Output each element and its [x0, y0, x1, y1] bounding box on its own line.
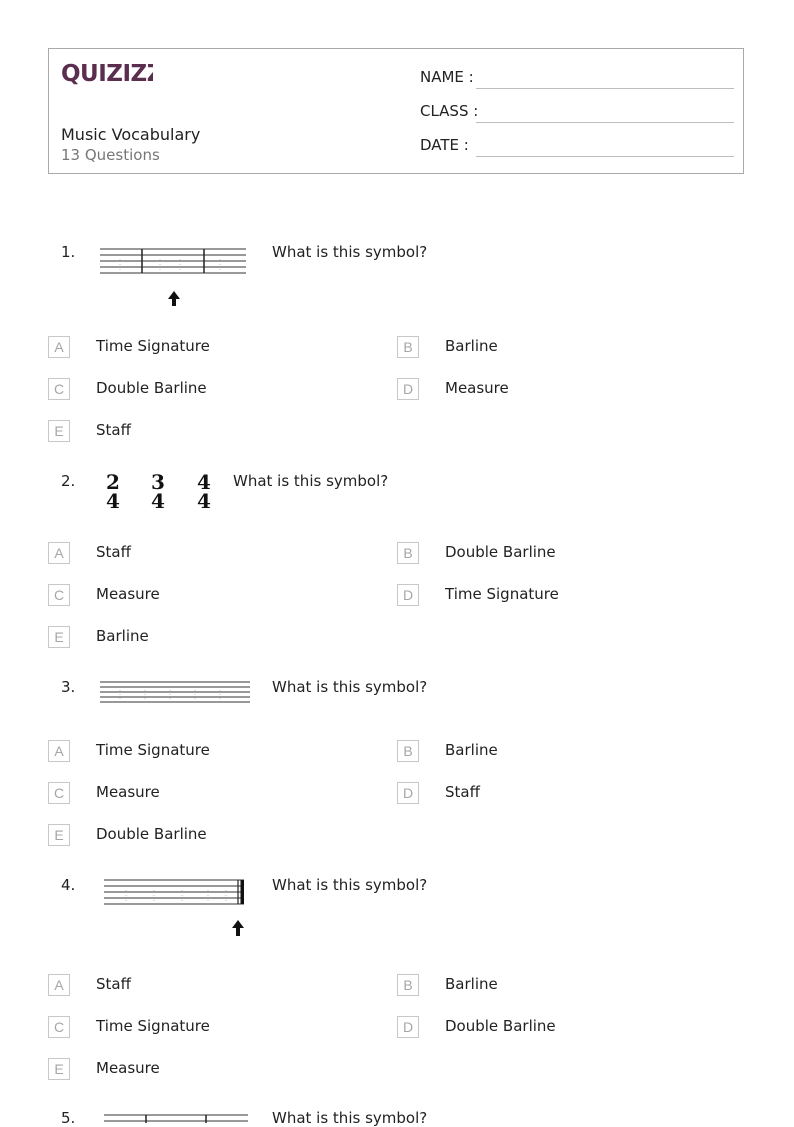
option-letter-box: B: [397, 740, 419, 762]
option-letter-box: A: [48, 542, 70, 564]
option-letter-box: A: [48, 336, 70, 358]
worksheet-header: [48, 48, 744, 174]
staff-with-barlines-icon: [104, 1110, 250, 1123]
option-letter-box: D: [397, 378, 419, 400]
question-count: 13 Questions: [61, 146, 160, 164]
time-sig-bottom: 4: [106, 489, 120, 513]
time-signatures-icon: [100, 470, 220, 514]
option-text: Staff: [96, 975, 131, 993]
time-sig-top: 3: [151, 470, 165, 494]
time-sig-bottom: 4: [197, 489, 211, 513]
option-text: Staff: [96, 543, 131, 561]
option-text: Staff: [445, 783, 480, 801]
option-text: Time Signature: [96, 337, 210, 355]
date-line[interactable]: [476, 156, 734, 157]
option-letter-box: C: [48, 782, 70, 804]
question-number: 1.: [61, 243, 76, 261]
date-field[interactable]: [420, 136, 734, 158]
option-letter-box: C: [48, 378, 70, 400]
option-text: Measure: [96, 783, 160, 801]
class-field[interactable]: [420, 102, 734, 124]
name-line[interactable]: [476, 88, 734, 89]
class-line[interactable]: [476, 122, 734, 123]
option-text: Barline: [445, 741, 498, 759]
option-text: Double Barline: [445, 543, 556, 561]
option-text: Staff: [96, 421, 131, 439]
option-letter-box: A: [48, 740, 70, 762]
option-text: Barline: [445, 975, 498, 993]
question-text: What is this symbol?: [272, 876, 428, 894]
option-text: Barline: [96, 627, 149, 645]
option-text: Barline: [445, 337, 498, 355]
option-letter-box: C: [48, 1016, 70, 1038]
option-letter-box: E: [48, 824, 70, 846]
option-letter-box: D: [397, 1016, 419, 1038]
option-letter-box: B: [397, 974, 419, 996]
option-text: Double Barline: [96, 825, 207, 843]
option-text: Double Barline: [445, 1017, 556, 1035]
date-label: DATE :: [420, 136, 469, 154]
quizizz-logo: [61, 59, 153, 91]
option-letter-box: E: [48, 420, 70, 442]
option-text: Measure: [96, 1059, 160, 1077]
option-letter-box: C: [48, 584, 70, 606]
question-number: 5.: [61, 1109, 76, 1127]
option-text: Time Signature: [96, 1017, 210, 1035]
question-number: 2.: [61, 472, 76, 490]
option-text: Measure: [445, 379, 509, 397]
question-text: What is this symbol?: [233, 472, 389, 490]
option-text: Time Signature: [96, 741, 210, 759]
option-letter-box: B: [397, 336, 419, 358]
worksheet-title: Music Vocabulary: [61, 125, 201, 144]
option-text: Time Signature: [445, 585, 559, 603]
name-label: NAME :: [420, 68, 474, 86]
option-letter-box: B: [397, 542, 419, 564]
question-text: What is this symbol?: [272, 243, 428, 261]
empty-staff-icon: [100, 678, 252, 708]
option-letter-box: E: [48, 626, 70, 648]
time-sig-top: 4: [197, 470, 211, 494]
option-letter-box: E: [48, 1058, 70, 1080]
option-letter-box: D: [397, 584, 419, 606]
option-letter-box: A: [48, 974, 70, 996]
logo-text: QUIZIZZ: [61, 61, 153, 87]
option-letter-box: D: [397, 782, 419, 804]
name-field[interactable]: [420, 68, 734, 90]
time-sig-top: 2: [106, 470, 120, 494]
class-label: CLASS :: [420, 102, 479, 120]
option-text: Double Barline: [96, 379, 207, 397]
question-number: 4.: [61, 876, 76, 894]
time-sig-bottom: 4: [151, 489, 165, 513]
question-text: What is this symbol?: [272, 678, 428, 696]
question-text: What is this symbol?: [272, 1109, 428, 1127]
staff-with-barlines-arrow-icon: [100, 244, 250, 310]
option-text: Measure: [96, 585, 160, 603]
question-number: 3.: [61, 678, 76, 696]
staff-double-barline-arrow-icon: [104, 876, 250, 942]
